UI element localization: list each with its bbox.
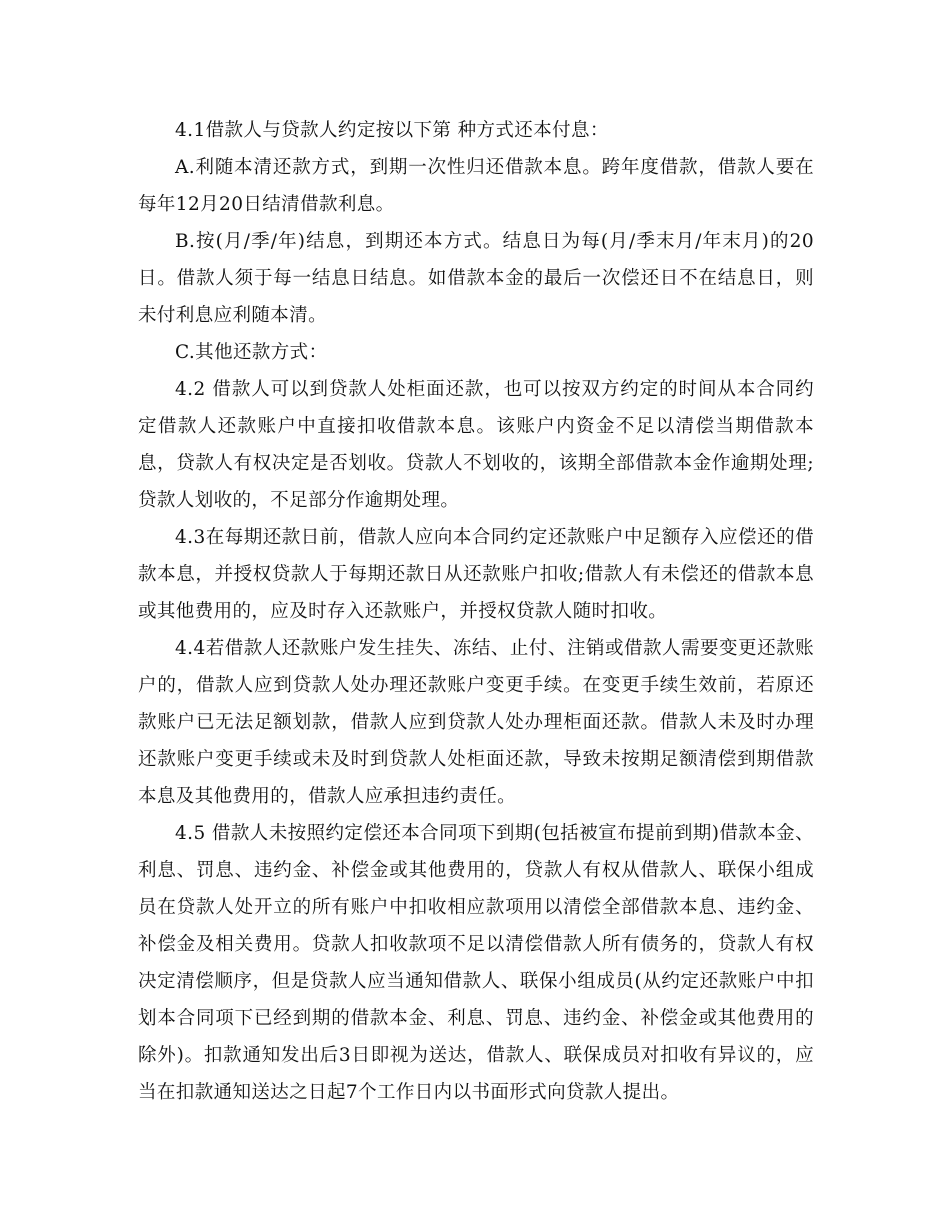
clause-4-5-paragraph: 4.5 借款人未按照约定偿还本合同项下到期(包括被宣布提前到期)借款本金、利息、罚息、违约金、补偿金或其他费用的，贷款人有权从借款人、联保小组成员在贷款人处开立的所有账户中扣收相应款项用以清偿全部借款本息、违约金、补偿金及相关费用。贷款人扣收款项不足以清偿借款人所有债务的，贷款人有权决定清偿顺序，但是贷款人应当通知借款人、联保小组成员(从约定还款账户中扣划本合同项下已经到期的借款本金、利息、罚息、违约金、补偿金或其他费用的除外)。扣款通知发出后3日即视为送达，借款人、联保成员对扣收有异议的，应当在扣款通知送达之日起7个工作日内以书面形式向贷款人提出。 — [138, 823, 814, 1103]
clause-4-3-paragraph: 4.3在每期还款日前，借款人应向本合同约定还款账户中足额存入应偿还的借款本息，并授权贷款人于每期还款日从还款账户扣收;借款人有未偿还的借款本息或其他费用的，应及时存入还款账户，并授权贷款人随时扣收。 — [138, 527, 814, 622]
clause-4-2-paragraph: 4.2 借款人可以到贷款人处柜面还款，也可以按双方约定的时间从本合同约定借款人还款账户中直接扣收借款本息。该账户内资金不足以清偿当期借款本息，贷款人有权决定是否划收。贷款人不划收的，该期全部借款本金作逾期处理;贷款人划收的，不足部分作逾期处理。 — [138, 379, 814, 511]
clause-4-1-paragraph: 4.1借款人与贷款人约定按以下第 种方式还本付息： — [175, 120, 609, 141]
option-a-paragraph: A.利随本清还款方式，到期一次性归还借款本息。跨年度借款，借款人要在每年12月20日结清借款利息。 — [138, 157, 814, 215]
document-body — [138, 112, 814, 1111]
option-c-paragraph: C.其他还款方式： — [175, 342, 328, 363]
option-b-paragraph: B.按(月/季/年)结息，到期还本方式。结息日为每(月/季末月/年末月)的20日。借款人须于每一结息日结息。如借款本金的最后一次偿还日不在结息日，则未付利息应利随本清。 — [138, 231, 814, 326]
clause-4-4-paragraph: 4.4若借款人还款账户发生挂失、冻结、止付、注销或借款人需要变更还款账户的，借款人应到贷款人处办理还款账户变更手续。在变更手续生效前，若原还款账户已无法足额划款，借款人应到贷款人处办理柜面还款。借款人未及时办理还款账户变更手续或未及时到贷款人处柜面还款，导致未按期足额清偿到期借款本息及其他费用的，借款人应承担违约责任。 — [138, 638, 814, 807]
